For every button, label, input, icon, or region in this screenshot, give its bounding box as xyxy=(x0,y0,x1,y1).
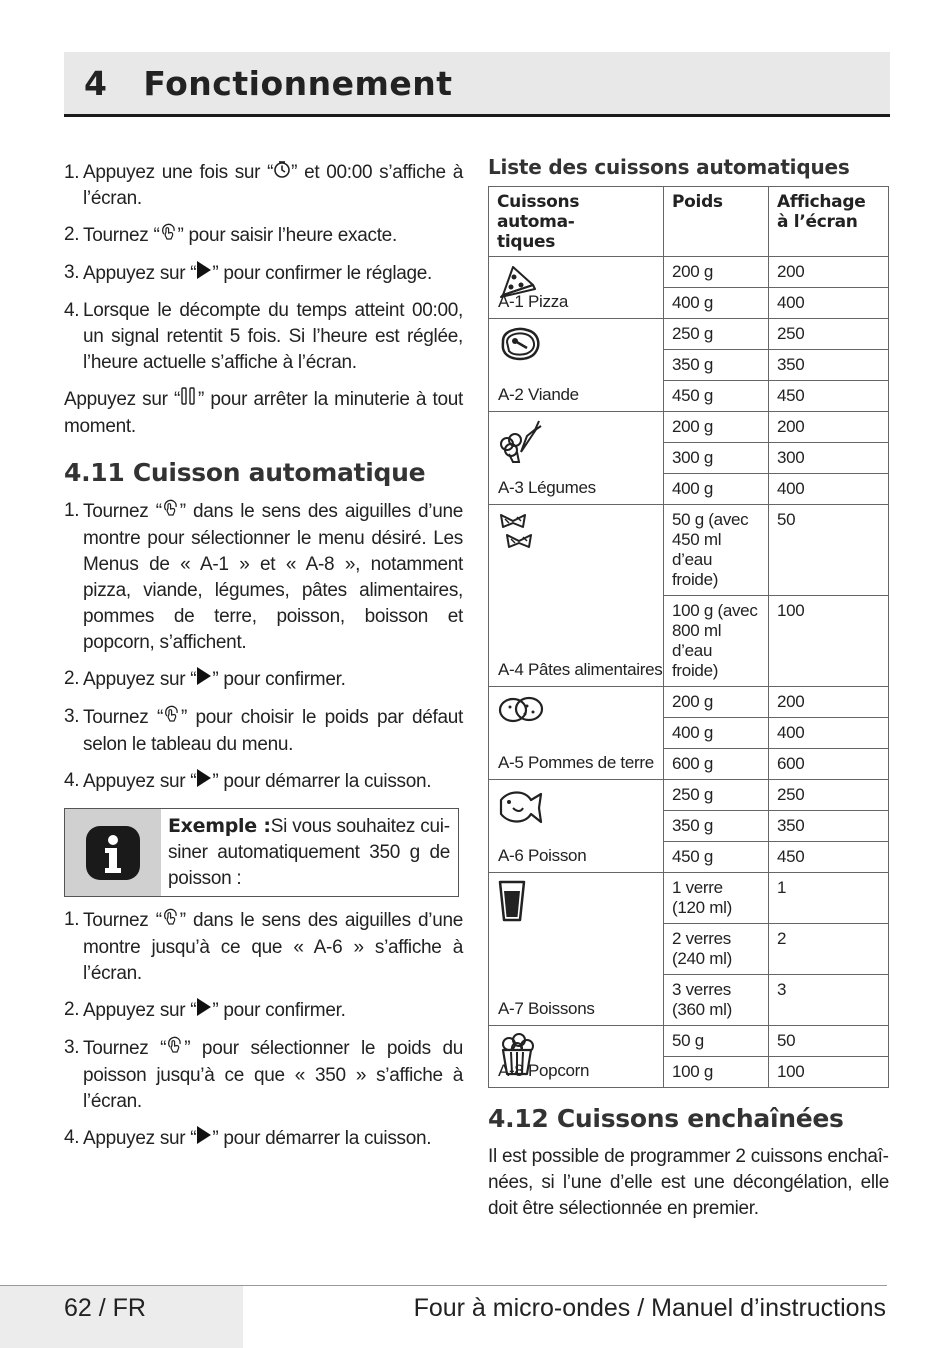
table-header-row xyxy=(489,187,889,257)
step-text: Appuyez sur “ xyxy=(83,1128,197,1150)
step-number: 2. xyxy=(64,224,80,246)
step-item xyxy=(64,222,463,250)
step-number: 1. xyxy=(64,162,80,183)
step-text: ” dans le sens des aiguilles d’une montre jusqu’à ce que « A-6 » s’affiche à l’écran. xyxy=(83,910,463,985)
dial-icon xyxy=(166,1035,184,1063)
step-item xyxy=(64,160,463,212)
table-row xyxy=(489,257,889,288)
program-cell xyxy=(489,505,664,687)
weight-cell: 250 g xyxy=(664,319,769,350)
note-body: Si vous souhaitez cuisiner automatiquement 350 g de poisson : xyxy=(168,816,451,890)
start-icon xyxy=(196,666,212,694)
step-number: 4. xyxy=(64,300,80,322)
display-cell: 2 xyxy=(769,924,889,975)
weight-cell: 450 g xyxy=(664,842,769,873)
note-text xyxy=(161,809,458,896)
weight-cell: 350 g xyxy=(664,350,769,381)
note-bold: Exemple : xyxy=(168,815,271,838)
step-item xyxy=(64,298,463,376)
step-number: 4. xyxy=(64,770,80,792)
pasta-icon xyxy=(497,511,655,558)
step-text: Appuyez une fois sur “ xyxy=(83,162,274,184)
table-row xyxy=(489,412,889,443)
step-number: 1. xyxy=(64,909,80,931)
step-item xyxy=(64,997,463,1025)
program-cell xyxy=(489,687,664,780)
table-row xyxy=(489,873,889,924)
start-icon xyxy=(196,260,212,288)
dial-icon xyxy=(162,498,180,526)
step-number: 2. xyxy=(64,999,80,1021)
step-text: Tournez “ xyxy=(83,910,162,932)
step-text: ” dans le sens des aiguilles d’une montre pour sélectionner le menu désiré. Les Menus de « A-1 » et « A-8 », notamment pizza, viande, légumes, pâtes alimentaires, pommes de terre, poisson, boisson et popcorn, s’affichent. xyxy=(83,501,463,654)
weight-cell: 300 g xyxy=(664,443,769,474)
display-cell: 300 xyxy=(769,443,889,474)
display-cell: 50 xyxy=(769,1026,889,1057)
weight-cell: 450 g xyxy=(664,381,769,412)
header-weight: Poids xyxy=(664,187,769,257)
step-text: Lorsque le décompte du temps atteint 00:00, un signal retentit 5 fois. Si l’heure est réglée, l’heure actuelle s’affiche à l’écran. xyxy=(83,300,463,374)
clock-icon xyxy=(273,160,291,186)
document-title: Four à micro-ondes / Manuel d’instructions xyxy=(413,1294,886,1322)
weight-cell: 100 g (avec 800 ml d’eau froide) xyxy=(664,596,769,687)
weight-cell: 50 g xyxy=(664,1026,769,1057)
display-cell: 250 xyxy=(769,319,889,350)
info-icon xyxy=(65,809,161,896)
step-item xyxy=(64,907,463,987)
program-label: A-5 Pommes de terre xyxy=(498,753,654,772)
start-icon xyxy=(196,768,212,796)
dial-icon xyxy=(162,907,180,935)
weight-cell: 3 verres (360 ml) xyxy=(664,975,769,1026)
display-cell: 1 xyxy=(769,873,889,924)
display-cell: 200 xyxy=(769,412,889,443)
weight-cell: 200 g xyxy=(664,257,769,288)
weight-cell: 350 g xyxy=(664,811,769,842)
table-row xyxy=(489,780,889,811)
display-cell: 450 xyxy=(769,381,889,412)
weight-cell: 400 g xyxy=(664,288,769,319)
program-label: A-7 Boissons xyxy=(498,999,595,1018)
weight-cell: 200 g xyxy=(664,687,769,718)
example-steps-list xyxy=(64,907,463,1153)
step-item xyxy=(64,1125,463,1153)
step-number: 2. xyxy=(64,668,80,690)
display-cell: 50 xyxy=(769,505,889,596)
display-cell: 400 xyxy=(769,474,889,505)
step-number: 3. xyxy=(64,706,80,728)
para-text: ” pour arrêter la minuterie à tout moment. xyxy=(64,389,463,438)
header-display: Affichage à l’écran xyxy=(769,187,889,257)
weight-cell: 50 g (avec 450 ml d’eau froide) xyxy=(664,505,769,596)
weight-cell: 400 g xyxy=(664,474,769,505)
start-icon xyxy=(196,1125,212,1153)
display-cell: 200 xyxy=(769,687,889,718)
display-cell: 250 xyxy=(769,780,889,811)
stop-icon xyxy=(180,386,198,414)
display-cell: 100 xyxy=(769,596,889,687)
vegetables-icon xyxy=(497,418,655,469)
program-label: A-2 Viande xyxy=(498,385,579,404)
step-number: 3. xyxy=(64,1037,80,1059)
step-text: ” pour saisir l’heure exacte. xyxy=(177,225,397,247)
display-cell: 100 xyxy=(769,1057,889,1088)
weight-cell: 1 verre (120 ml) xyxy=(664,873,769,924)
step-text: Tournez “ xyxy=(83,707,163,729)
step-text: ” pour choisir le poids par défaut selon le tableau du menu. xyxy=(83,707,463,756)
program-cell xyxy=(489,1026,664,1088)
display-cell: 450 xyxy=(769,842,889,873)
weight-cell: 250 g xyxy=(664,780,769,811)
table-row xyxy=(489,687,889,718)
table-row xyxy=(489,505,889,596)
auto-steps-list xyxy=(64,498,463,796)
display-cell: 400 xyxy=(769,718,889,749)
table-row xyxy=(489,1026,889,1057)
step-item xyxy=(64,704,463,758)
step-text: ” pour démarrer la cuisson. xyxy=(212,1128,432,1150)
drink-icon xyxy=(497,879,655,928)
weight-cell: 200 g xyxy=(664,412,769,443)
fish-icon xyxy=(497,786,655,835)
section-header xyxy=(64,52,890,117)
program-label: A-1 Pizza xyxy=(498,292,569,311)
step-text: ” pour sélectionner le poids du poisson jusqu’à ce que « 350 » s’affiche à l’écran. xyxy=(83,1038,463,1113)
step-text: ” pour confirmer. xyxy=(212,1000,346,1022)
meat-icon xyxy=(497,325,655,368)
weight-cell: 400 g xyxy=(664,718,769,749)
program-label: A-6 Poisson xyxy=(498,846,587,865)
step-number: 3. xyxy=(64,262,80,284)
para-text: Appuyez sur “ xyxy=(64,389,180,411)
step-text: ” et 00:00 s’affiche à l’écran. xyxy=(83,162,463,210)
section-4-12-title: 4.12 Cuissons enchaînées xyxy=(488,1104,844,1133)
step-text: Appuyez sur “ xyxy=(83,669,197,691)
stop-paragraph xyxy=(64,386,463,440)
step-text: Appuyez sur “ xyxy=(83,263,197,285)
program-label: A-4 Pâtes alimentaires xyxy=(498,660,663,679)
table-title: Liste des cuissons automatiques xyxy=(488,155,850,179)
weight-cell: 600 g xyxy=(664,749,769,780)
program-label: A-8 Popcorn xyxy=(498,1061,590,1080)
table-row xyxy=(489,319,889,350)
display-cell: 350 xyxy=(769,811,889,842)
display-cell: 400 xyxy=(769,288,889,319)
section-4-11-title: 4.11 Cuisson automatique xyxy=(64,458,426,488)
example-note xyxy=(64,808,459,897)
start-icon xyxy=(196,997,212,1025)
program-cell xyxy=(489,873,664,1026)
dial-icon xyxy=(163,704,181,732)
program-label: A-3 Légumes xyxy=(498,478,596,497)
step-text: ” pour confirmer le réglage. xyxy=(212,263,433,285)
page-title: 4 Fonctionnement xyxy=(84,64,453,103)
program-cell xyxy=(489,257,664,319)
display-cell: 350 xyxy=(769,350,889,381)
auto-cook-table xyxy=(488,186,889,1088)
step-text: ” pour confirmer. xyxy=(212,669,346,691)
step-item xyxy=(64,1035,463,1115)
header-program: Cuissons automa- tiques xyxy=(489,187,664,257)
potato-icon xyxy=(497,693,655,730)
right-column xyxy=(488,150,889,1234)
step-text: Appuyez sur “ xyxy=(83,771,197,793)
left-column xyxy=(64,160,463,1163)
program-cell xyxy=(489,412,664,505)
program-cell xyxy=(489,780,664,873)
step-item xyxy=(64,768,463,796)
step-number: 4. xyxy=(64,1127,80,1149)
step-text: Tournez “ xyxy=(83,501,162,523)
step-text: Tournez “ xyxy=(83,1038,167,1060)
weight-cell: 2 verres (240 ml) xyxy=(664,924,769,975)
step-item xyxy=(64,666,463,694)
page-number: 62 / FR xyxy=(64,1294,146,1322)
section-4-12-text: Il est possible de programmer 2 cuissons enchaînées, si l’une d’elle est une décongélation, elle doit être sélectionnée en premier. xyxy=(488,1146,889,1219)
step-item xyxy=(64,498,463,656)
step-text: Tournez “ xyxy=(83,225,160,247)
display-cell: 600 xyxy=(769,749,889,780)
weight-cell: 100 g xyxy=(664,1057,769,1088)
clock-steps-list xyxy=(64,160,463,376)
step-number: 1. xyxy=(64,500,80,522)
dial-icon xyxy=(160,222,178,250)
step-item xyxy=(64,260,463,288)
step-text: Appuyez sur “ xyxy=(83,1000,197,1022)
display-cell: 3 xyxy=(769,975,889,1026)
program-cell xyxy=(489,319,664,412)
footer-divider xyxy=(0,1285,887,1286)
step-text: ” pour démarrer la cuisson. xyxy=(212,771,432,793)
display-cell: 200 xyxy=(769,257,889,288)
